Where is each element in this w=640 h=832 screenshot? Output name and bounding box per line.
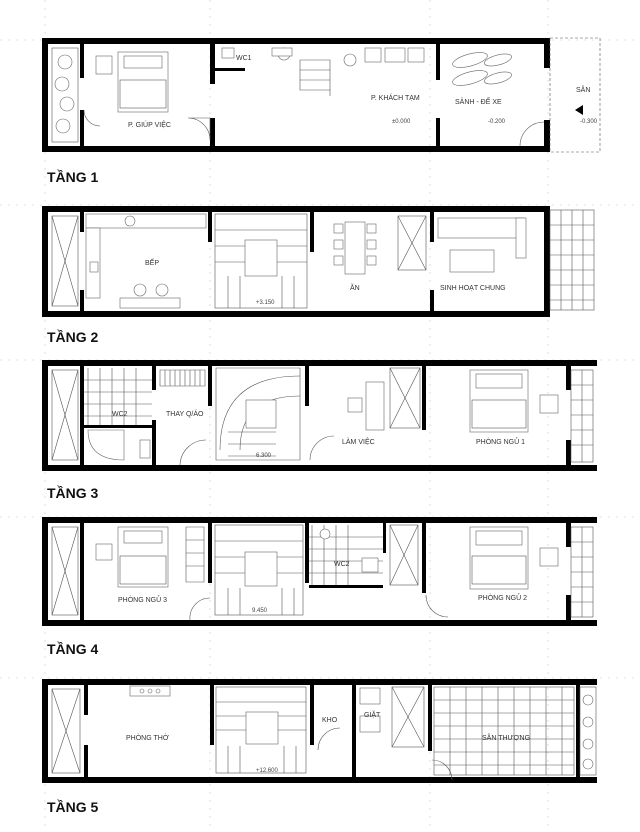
room-label: GIẶT (364, 712, 381, 719)
level-mark: -0.200 (488, 119, 506, 125)
room-label: P. KHÁCH TẠM (371, 95, 420, 102)
room-label: SẢNH - ĐỂ XE (455, 99, 502, 106)
room-label: WC1 (236, 55, 252, 62)
void-shaft (52, 216, 78, 306)
floor-3-plan (42, 360, 597, 501)
floor-2-plan (42, 206, 594, 345)
staircase (216, 687, 306, 773)
staircase (215, 525, 303, 615)
room-label: WC2 (334, 561, 350, 568)
room-label: PHÒNG THỜ (126, 735, 169, 742)
floor-title: TẦNG 3 (47, 485, 99, 501)
void-shaft (52, 527, 78, 615)
staircase (216, 368, 300, 460)
room-label: ĂN (350, 285, 360, 292)
balcony-tiles (550, 210, 594, 310)
room-label: PHÒNG NGỦ 2 (478, 595, 528, 602)
room-label: P. GIÚP VIỆC (128, 122, 171, 129)
staircase (215, 214, 307, 308)
level-mark: -0.300 (580, 119, 598, 125)
floor-title: TẦNG 1 (47, 169, 99, 185)
planter (52, 48, 78, 142)
room-label: SÂN (576, 87, 591, 94)
floor-1-plan (42, 38, 600, 185)
room-label: SINH HOẠT CHUNG (440, 285, 506, 292)
floor-4-plan (42, 517, 597, 657)
level-mark: ±0.000 (392, 119, 411, 125)
floor-title: TẦNG 2 (47, 329, 99, 345)
room-label: SÂN THƯỢNG (482, 735, 531, 742)
motorbikes (451, 50, 513, 89)
floor-title: TẦNG 5 (47, 799, 99, 815)
room-label: BẾP (145, 260, 160, 267)
room-label: PHÒNG NGỦ 3 (118, 597, 168, 604)
planter (580, 687, 596, 775)
level-mark: +12.600 (256, 768, 278, 774)
floor-5-plan (42, 679, 597, 815)
void-shaft (52, 689, 80, 773)
level-mark: 6.300 (256, 453, 272, 459)
void-shaft (52, 370, 78, 460)
roof-terrace-tiles (434, 687, 574, 775)
room-label: LÀM VIỆC (342, 439, 375, 446)
floor-title: TẦNG 4 (47, 641, 99, 657)
room-label: PHÒNG NGỦ 1 (476, 439, 526, 446)
room-label: KHO (322, 717, 338, 724)
level-mark: 9.450 (252, 608, 268, 614)
room-label: WC2 (112, 411, 128, 418)
room-label: THAY Q/ÁO (166, 411, 204, 418)
entry-arrow (575, 105, 583, 115)
level-mark: +3.150 (256, 300, 275, 306)
